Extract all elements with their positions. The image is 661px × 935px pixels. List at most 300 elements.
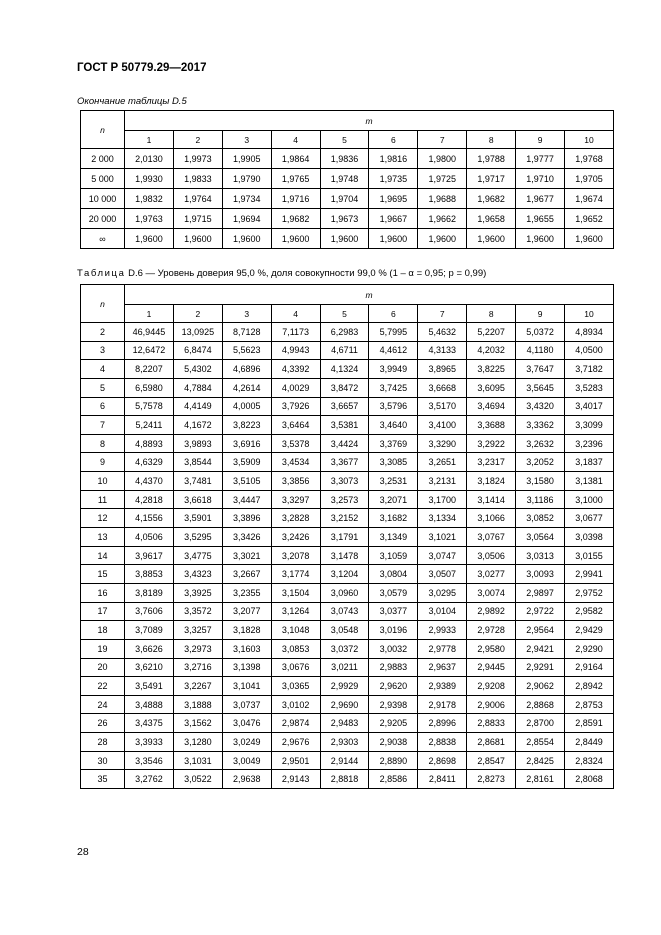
- row-label-n: ∞: [81, 229, 125, 249]
- table-cell: 3,2077: [222, 602, 271, 621]
- table-cell: 1,9673: [320, 209, 369, 229]
- table-row: [81, 416, 614, 435]
- table-cell: 3,3426: [222, 528, 271, 547]
- table-row: [81, 658, 614, 677]
- table-cell: 2,9208: [467, 677, 516, 696]
- table-cell: 12,6472: [125, 341, 174, 360]
- table-cell: 3,4888: [125, 695, 174, 714]
- table-row: [81, 453, 614, 472]
- row-label-n: 15: [81, 565, 125, 584]
- table-cell: 1,9600: [369, 229, 418, 249]
- table-cell: 2,9620: [369, 677, 418, 696]
- table-cell: 3,0277: [467, 565, 516, 584]
- row-label-n: 4: [81, 360, 125, 379]
- table-cell: 3,0196: [369, 621, 418, 640]
- table-cell: 3,1888: [173, 695, 222, 714]
- table-row: [81, 602, 614, 621]
- row-label-n: 11: [81, 490, 125, 509]
- table-cell: 3,2973: [173, 639, 222, 658]
- table-cell: 3,3572: [173, 602, 222, 621]
- table-cell: 1,9973: [173, 149, 222, 169]
- table-cell: 2,8586: [369, 770, 418, 789]
- table-cell: 3,0676: [271, 658, 320, 677]
- row-header-n: n: [81, 285, 125, 323]
- table-cell: 3,8223: [222, 416, 271, 435]
- table-cell: 4,0005: [222, 397, 271, 416]
- table-cell: 3,9617: [125, 546, 174, 565]
- table-cell: 3,1562: [173, 714, 222, 733]
- table-cell: 3,8225: [467, 360, 516, 379]
- table-cell: 5,2207: [467, 323, 516, 342]
- table-cell: 2,9178: [418, 695, 467, 714]
- table-cell: 1,9764: [173, 189, 222, 209]
- table-cell: 4,3392: [271, 360, 320, 379]
- table-cell: 1,9600: [271, 229, 320, 249]
- row-label-n: 20: [81, 658, 125, 677]
- table-cell: 3,1000: [565, 490, 614, 509]
- table-cell: 3,2922: [467, 434, 516, 453]
- table-cell: 1,9600: [516, 229, 565, 249]
- table-cell: 3,7089: [125, 621, 174, 640]
- row-label-n: 10 000: [81, 189, 125, 209]
- table-cell: 5,7995: [369, 323, 418, 342]
- table-cell: 3,3856: [271, 472, 320, 491]
- table-cell: 3,1580: [516, 472, 565, 491]
- table-cell: 3,1504: [271, 583, 320, 602]
- table-cell: 1,9800: [418, 149, 467, 169]
- table-cell: 2,8942: [565, 677, 614, 696]
- document-header: ГОСТ Р 50779.29—2017: [77, 62, 207, 74]
- table-cell: 2,0130: [125, 149, 174, 169]
- table-cell: 2,8324: [565, 751, 614, 770]
- table-cell: 3,3257: [173, 621, 222, 640]
- table-row: [81, 677, 614, 696]
- table-cell: 3,2071: [369, 490, 418, 509]
- row-label-n: 14: [81, 546, 125, 565]
- table-cell: 3,4640: [369, 416, 418, 435]
- table-cell: 4,4149: [173, 397, 222, 416]
- table-cell: 3,7606: [125, 602, 174, 621]
- table-cell: 4,7884: [173, 378, 222, 397]
- table-row: [81, 341, 614, 360]
- table-cell: 3,4323: [173, 565, 222, 584]
- table-cell: 3,3896: [222, 509, 271, 528]
- table-cell: 1,9658: [467, 209, 516, 229]
- table-cell: 3,5170: [418, 397, 467, 416]
- table-cell: 3,4375: [125, 714, 174, 733]
- table-cell: 3,6464: [271, 416, 320, 435]
- table-d5-continuation-caption: Окончание таблицы D.5: [77, 96, 187, 107]
- table-cell: 1,9768: [565, 149, 614, 169]
- table-cell: 1,9600: [125, 229, 174, 249]
- row-label-n: 2: [81, 323, 125, 342]
- table-cell: 3,1264: [271, 602, 320, 621]
- table-cell: 1,9705: [565, 169, 614, 189]
- table-cell: 2,9164: [565, 658, 614, 677]
- table-cell: 3,2152: [320, 509, 369, 528]
- table-cell: 2,8411: [418, 770, 467, 789]
- table-cell: 3,3290: [418, 434, 467, 453]
- table-row: [81, 472, 614, 491]
- table-cell: 1,9864: [271, 149, 320, 169]
- table-cell: 4,4370: [125, 472, 174, 491]
- row-label-n: 2 000: [81, 149, 125, 169]
- table-cell: 1,9777: [516, 149, 565, 169]
- table-cell: 2,9892: [467, 602, 516, 621]
- table-title: D.6 — Уровень доверия 95,0 %, доля совокупности 99,0 % (1 – α = 0,95; p = 0,99): [125, 268, 487, 279]
- table-cell: 4,3133: [418, 341, 467, 360]
- table-cell: 2,8591: [565, 714, 614, 733]
- table-cell: 3,2317: [467, 453, 516, 472]
- table-row: [81, 360, 614, 379]
- table-cell: 3,4017: [565, 397, 614, 416]
- table-cell: 1,9694: [222, 209, 271, 229]
- table-cell: 3,7647: [516, 360, 565, 379]
- table-cell: 3,9949: [369, 360, 418, 379]
- table-cell: 3,1031: [173, 751, 222, 770]
- table-row: [81, 169, 614, 189]
- table-cell: 3,7481: [173, 472, 222, 491]
- table-d6-caption: [77, 268, 486, 279]
- table-row: [81, 695, 614, 714]
- column-header: 5: [320, 131, 369, 149]
- table-cell: 3,0093: [516, 565, 565, 584]
- table-cell: 4,8934: [565, 323, 614, 342]
- table-cell: 3,2573: [320, 490, 369, 509]
- table-cell: 3,1603: [222, 639, 271, 658]
- table-cell: 1,9790: [222, 169, 271, 189]
- column-header: 4: [271, 131, 320, 149]
- table-cell: 3,8965: [418, 360, 467, 379]
- table-cell: 1,9905: [222, 149, 271, 169]
- table-cell: 3,0104: [418, 602, 467, 621]
- table-cell: 5,5623: [222, 341, 271, 360]
- row-label-n: 10: [81, 472, 125, 491]
- table-cell: 4,8893: [125, 434, 174, 453]
- table-cell: 1,9930: [125, 169, 174, 189]
- col-group-header-m: m: [125, 285, 614, 305]
- table-cell: 3,0506: [467, 546, 516, 565]
- table-row: [81, 528, 614, 547]
- table-cell: 4,2614: [222, 378, 271, 397]
- table-cell: 5,2411: [125, 416, 174, 435]
- table-cell: 3,1774: [271, 565, 320, 584]
- table-cell: 2,9582: [565, 602, 614, 621]
- table-cell: 3,4694: [467, 397, 516, 416]
- table-cell: 3,2716: [173, 658, 222, 677]
- table-cell: 1,9765: [271, 169, 320, 189]
- table-cell: 3,6916: [222, 434, 271, 453]
- table-cell: 3,0579: [369, 583, 418, 602]
- table-cell: 2,9676: [271, 733, 320, 752]
- table-cell: 3,5381: [320, 416, 369, 435]
- table-cell: 6,8474: [173, 341, 222, 360]
- table-cell: 1,9600: [467, 229, 516, 249]
- column-header: 6: [369, 131, 418, 149]
- table-cell: 3,4447: [222, 490, 271, 509]
- table-cell: 1,9710: [516, 169, 565, 189]
- table-row: [81, 751, 614, 770]
- table-d6: [80, 284, 614, 789]
- table-cell: 4,1180: [516, 341, 565, 360]
- table-cell: 3,1398: [222, 658, 271, 677]
- table-d5-end: [80, 110, 614, 249]
- table-row: [81, 229, 614, 249]
- table-cell: 3,8472: [320, 378, 369, 397]
- table-cell: 2,8068: [565, 770, 614, 789]
- table-cell: 4,0029: [271, 378, 320, 397]
- table-cell: 1,9688: [418, 189, 467, 209]
- column-header: 1: [125, 131, 174, 149]
- table-cell: 1,9832: [125, 189, 174, 209]
- table-row: [81, 323, 614, 342]
- table-cell: 3,2531: [369, 472, 418, 491]
- row-label-n: 19: [81, 639, 125, 658]
- table-cell: 2,9205: [369, 714, 418, 733]
- table-cell: 3,0677: [565, 509, 614, 528]
- table-cell: 3,0804: [369, 565, 418, 584]
- table-cell: 2,9941: [565, 565, 614, 584]
- table-cell: 2,9897: [516, 583, 565, 602]
- table-row: [81, 434, 614, 453]
- table-cell: 2,8996: [418, 714, 467, 733]
- table-body: [81, 323, 614, 789]
- table-cell: 8,2207: [125, 360, 174, 379]
- table-cell: 3,4320: [516, 397, 565, 416]
- table-cell: 3,5901: [173, 509, 222, 528]
- column-header: 8: [467, 305, 516, 323]
- row-label-n: 3: [81, 341, 125, 360]
- table-cell: 3,6668: [418, 378, 467, 397]
- row-label-n: 20 000: [81, 209, 125, 229]
- table-cell: 3,0564: [516, 528, 565, 547]
- table-cell: 2,9483: [320, 714, 369, 733]
- table-cell: 3,4534: [271, 453, 320, 472]
- table-cell: 1,9695: [369, 189, 418, 209]
- table-cell: 3,2828: [271, 509, 320, 528]
- column-header: 8: [467, 131, 516, 149]
- table-cell: 3,6618: [173, 490, 222, 509]
- column-header: 4: [271, 305, 320, 323]
- column-header-row: [81, 131, 614, 149]
- table-cell: 6,2983: [320, 323, 369, 342]
- row-label-n: 5 000: [81, 169, 125, 189]
- table-cell: 1,9788: [467, 149, 516, 169]
- table-row: [81, 621, 614, 640]
- table-cell: 3,0476: [222, 714, 271, 733]
- table-cell: 4,2032: [467, 341, 516, 360]
- table-cell: 3,1280: [173, 733, 222, 752]
- table-cell: 2,8449: [565, 733, 614, 752]
- table-cell: 4,6329: [125, 453, 174, 472]
- table-cell: 1,9655: [516, 209, 565, 229]
- table-cell: 3,3769: [369, 434, 418, 453]
- table-cell: 3,3085: [369, 453, 418, 472]
- column-header: 9: [516, 131, 565, 149]
- table-cell: 4,0506: [125, 528, 174, 547]
- table-cell: 3,1048: [271, 621, 320, 640]
- table-cell: 2,9421: [516, 639, 565, 658]
- table-cell: 2,9445: [467, 658, 516, 677]
- table-row: [81, 583, 614, 602]
- table-cell: 3,6657: [320, 397, 369, 416]
- table-cell: 3,1041: [222, 677, 271, 696]
- table-cell: 3,0049: [222, 751, 271, 770]
- column-header: 1: [125, 305, 174, 323]
- column-header: 5: [320, 305, 369, 323]
- column-header: 6: [369, 305, 418, 323]
- table-cell: 3,0249: [222, 733, 271, 752]
- table-cell: 3,2667: [222, 565, 271, 584]
- table-cell: 3,8544: [173, 453, 222, 472]
- table-row: [81, 770, 614, 789]
- table-cell: 3,0313: [516, 546, 565, 565]
- table-cell: 1,9833: [173, 169, 222, 189]
- row-label-n: 18: [81, 621, 125, 640]
- table-cell: 2,9144: [320, 751, 369, 770]
- table-cell: 1,9600: [418, 229, 467, 249]
- table-cell: 3,0155: [565, 546, 614, 565]
- table-cell: 3,0743: [320, 602, 369, 621]
- table-cell: 2,9291: [516, 658, 565, 677]
- table-cell: 2,8161: [516, 770, 565, 789]
- row-label-n: 22: [81, 677, 125, 696]
- table-cell: 3,0522: [173, 770, 222, 789]
- table-cell: 3,7425: [369, 378, 418, 397]
- table-cell: 3,0365: [271, 677, 320, 696]
- table-cell: 4,2818: [125, 490, 174, 509]
- table-row: [81, 397, 614, 416]
- table-row: [81, 149, 614, 169]
- table-cell: 2,8890: [369, 751, 418, 770]
- row-label-n: 17: [81, 602, 125, 621]
- row-label-n: 6: [81, 397, 125, 416]
- table-cell: 3,6095: [467, 378, 516, 397]
- table-cell: 3,1334: [418, 509, 467, 528]
- table-cell: 3,2632: [516, 434, 565, 453]
- row-label-n: 13: [81, 528, 125, 547]
- table-cell: 3,1837: [565, 453, 614, 472]
- table-cell: 2,8700: [516, 714, 565, 733]
- table-cell: 3,4775: [173, 546, 222, 565]
- table-cell: 3,0737: [222, 695, 271, 714]
- table-cell: 1,9704: [320, 189, 369, 209]
- table-cell: 2,9637: [418, 658, 467, 677]
- table-cell: 1,9716: [271, 189, 320, 209]
- table-cell: 3,7926: [271, 397, 320, 416]
- table-cell: 3,3297: [271, 490, 320, 509]
- table-cell: 3,1414: [467, 490, 516, 509]
- table-cell: 1,9735: [369, 169, 418, 189]
- table-cell: 1,9725: [418, 169, 467, 189]
- table-cell: 2,9062: [516, 677, 565, 696]
- table-cell: 6,5980: [125, 378, 174, 397]
- table-cell: 3,0767: [467, 528, 516, 547]
- table-cell: 3,1700: [418, 490, 467, 509]
- table-cell: 2,9752: [565, 583, 614, 602]
- row-label-n: 8: [81, 434, 125, 453]
- table-cell: 2,9006: [467, 695, 516, 714]
- table-cell: 3,3677: [320, 453, 369, 472]
- table-cell: 1,9715: [173, 209, 222, 229]
- table-row: [81, 546, 614, 565]
- table-row: [81, 209, 614, 229]
- row-label-n: 12: [81, 509, 125, 528]
- table-cell: 3,0507: [418, 565, 467, 584]
- table-cell: 3,5283: [565, 378, 614, 397]
- table-cell: 1,9662: [418, 209, 467, 229]
- table-cell: 1,9816: [369, 149, 418, 169]
- table-row: [81, 639, 614, 658]
- table-cell: 2,8681: [467, 733, 516, 752]
- table-cell: 3,2267: [173, 677, 222, 696]
- table-cell: 3,5645: [516, 378, 565, 397]
- table-cell: 1,9600: [173, 229, 222, 249]
- column-header: 3: [222, 131, 271, 149]
- table-cell: 2,8818: [320, 770, 369, 789]
- table-cell: 3,3099: [565, 416, 614, 435]
- table-cell: 2,9429: [565, 621, 614, 640]
- page-number: 28: [77, 846, 89, 858]
- table-cell: 1,9600: [222, 229, 271, 249]
- table-cell: 2,9778: [418, 639, 467, 658]
- table-cell: 3,1186: [516, 490, 565, 509]
- table-cell: 3,2355: [222, 583, 271, 602]
- table-row: [81, 490, 614, 509]
- table-row: [81, 189, 614, 209]
- table-cell: 3,1478: [320, 546, 369, 565]
- table-cell: 1,9652: [565, 209, 614, 229]
- table-cell: 3,6626: [125, 639, 174, 658]
- table-cell: 3,1021: [418, 528, 467, 547]
- column-header: 2: [173, 305, 222, 323]
- table-cell: 2,8547: [467, 751, 516, 770]
- table-cell: 2,9722: [516, 602, 565, 621]
- table-body: [81, 149, 614, 249]
- table-cell: 1,9682: [271, 209, 320, 229]
- table-cell: 1,9682: [467, 189, 516, 209]
- table-cell: 3,0032: [369, 639, 418, 658]
- table-cell: 3,0074: [467, 583, 516, 602]
- column-header: 10: [565, 131, 614, 149]
- table-cell: 3,1349: [369, 528, 418, 547]
- row-label-n: 5: [81, 378, 125, 397]
- table-cell: 4,4612: [369, 341, 418, 360]
- table-row: [81, 565, 614, 584]
- table-cell: 3,8189: [125, 583, 174, 602]
- table-cell: 2,8868: [516, 695, 565, 714]
- col-group-header-m: m: [125, 111, 614, 131]
- table-cell: 4,1672: [173, 416, 222, 435]
- column-header: 2: [173, 131, 222, 149]
- table-cell: 3,0853: [271, 639, 320, 658]
- table-cell: 2,9303: [320, 733, 369, 752]
- table-cell: 2,9038: [369, 733, 418, 752]
- table-cell: 2,9929: [320, 677, 369, 696]
- table-cell: 2,9143: [271, 770, 320, 789]
- table-cell: 4,6896: [222, 360, 271, 379]
- table-cell: 46,9445: [125, 323, 174, 342]
- table-cell: 2,9501: [271, 751, 320, 770]
- table-cell: 4,1324: [320, 360, 369, 379]
- table-cell: 3,4100: [418, 416, 467, 435]
- row-label-n: 35: [81, 770, 125, 789]
- table-cell: 1,9748: [320, 169, 369, 189]
- table-cell: 2,9728: [467, 621, 516, 640]
- table-cell: 3,5491: [125, 677, 174, 696]
- table-cell: 3,5796: [369, 397, 418, 416]
- table-cell: 2,9564: [516, 621, 565, 640]
